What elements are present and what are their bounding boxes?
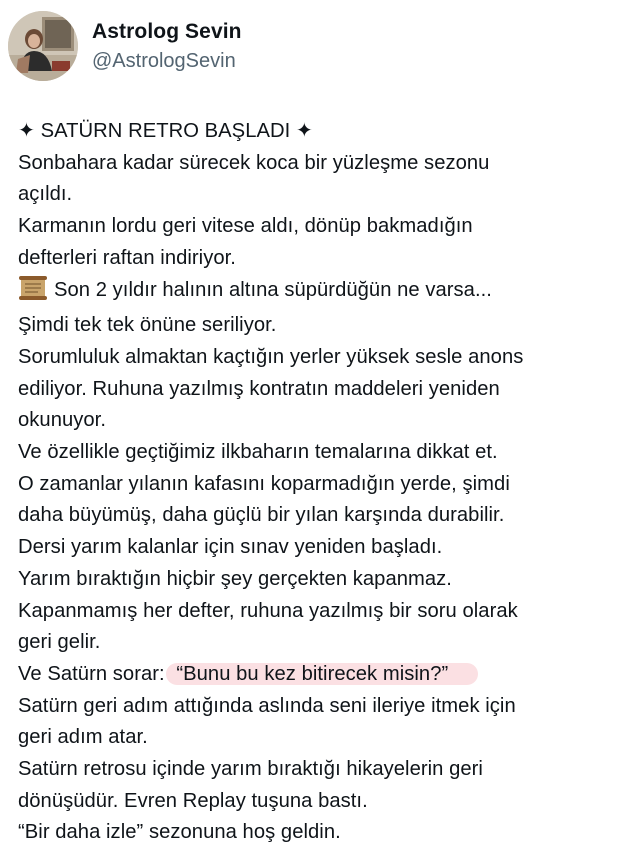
tweet-text <box>18 116 618 849</box>
tweet-line-with-icon <box>18 275 618 311</box>
tweet-author-header <box>8 10 242 82</box>
tweet-line-prefix: Ve Satürn sorar: <box>18 662 165 685</box>
tweet-title-line: ✦ SATÜRN RETRO BAŞLADI ✦ <box>18 120 313 142</box>
author-names <box>92 19 242 74</box>
tweet-line: Yarım bıraktığın hiçbir şey gerçekten kapanmaz. <box>18 567 452 590</box>
author-display-name[interactable]: Astrolog Sevin <box>92 19 242 43</box>
tweet-line: O zamanlar yılanın kafasını koparmadığın yerde, şimdi <box>18 472 510 495</box>
tweet-line: ediliyor. Ruhuna yazılmış kontratın maddeleri yeniden <box>18 377 500 400</box>
tweet-line: açıldı. <box>18 183 73 206</box>
tweet-line: Satürn geri adım attığında aslında seni ileriye itmek için <box>18 694 516 717</box>
tweet-line: “Bir daha izle” sezonuna hoş geldin. <box>18 821 341 844</box>
tweet-line: Satürn retrosu içinde yarım bıraktığı hikayelerin geri <box>18 758 483 781</box>
avatar[interactable] <box>8 11 78 81</box>
tweet-line-text: Son 2 yıldır halının altına süpürdüğün ne varsa... <box>54 278 492 301</box>
tweet-line: daha büyümüş, daha güçlü bir yılan karşında durabilir. <box>18 504 505 527</box>
tweet-line: okunuyor. <box>18 409 106 432</box>
tweet-line: defterleri raftan indiriyor. <box>18 246 236 269</box>
tweet-line: geri gelir. <box>18 631 101 654</box>
author-handle[interactable]: @AstrologSevin <box>92 49 236 72</box>
tweet-line-highlighted <box>18 659 618 691</box>
tweet-line: Sonbahara kadar sürecek koca bir yüzleşme sezonu <box>18 151 490 174</box>
tweet-line: dönüşüdür. Evren Replay tuşuna bastı. <box>18 789 368 812</box>
tweet-line: Kapanmamış her defter, ruhuna yazılmış bir soru olarak <box>18 599 518 622</box>
tweet-line: Karmanın lordu geri vitese aldı, dönüp bakmadığın <box>18 215 473 238</box>
tweet-line: Dersi yarım kalanlar için sınav yeniden başladı. <box>18 536 443 559</box>
tweet-line: Ve özellikle geçtiğimiz ilkbaharın temalarına dikkat et. <box>18 441 498 464</box>
tweet-line: geri adım atar. <box>18 726 148 749</box>
tweet-line: Şimdi tek tek önüne seriliyor. <box>18 314 277 337</box>
scroll-icon <box>18 276 48 311</box>
highlighted-quote: “Bunu bu kez bitirecek misin?” <box>166 663 478 685</box>
tweet-line: Sorumluluk almaktan kaçtığın yerler yüksek sesle anons <box>18 345 524 368</box>
